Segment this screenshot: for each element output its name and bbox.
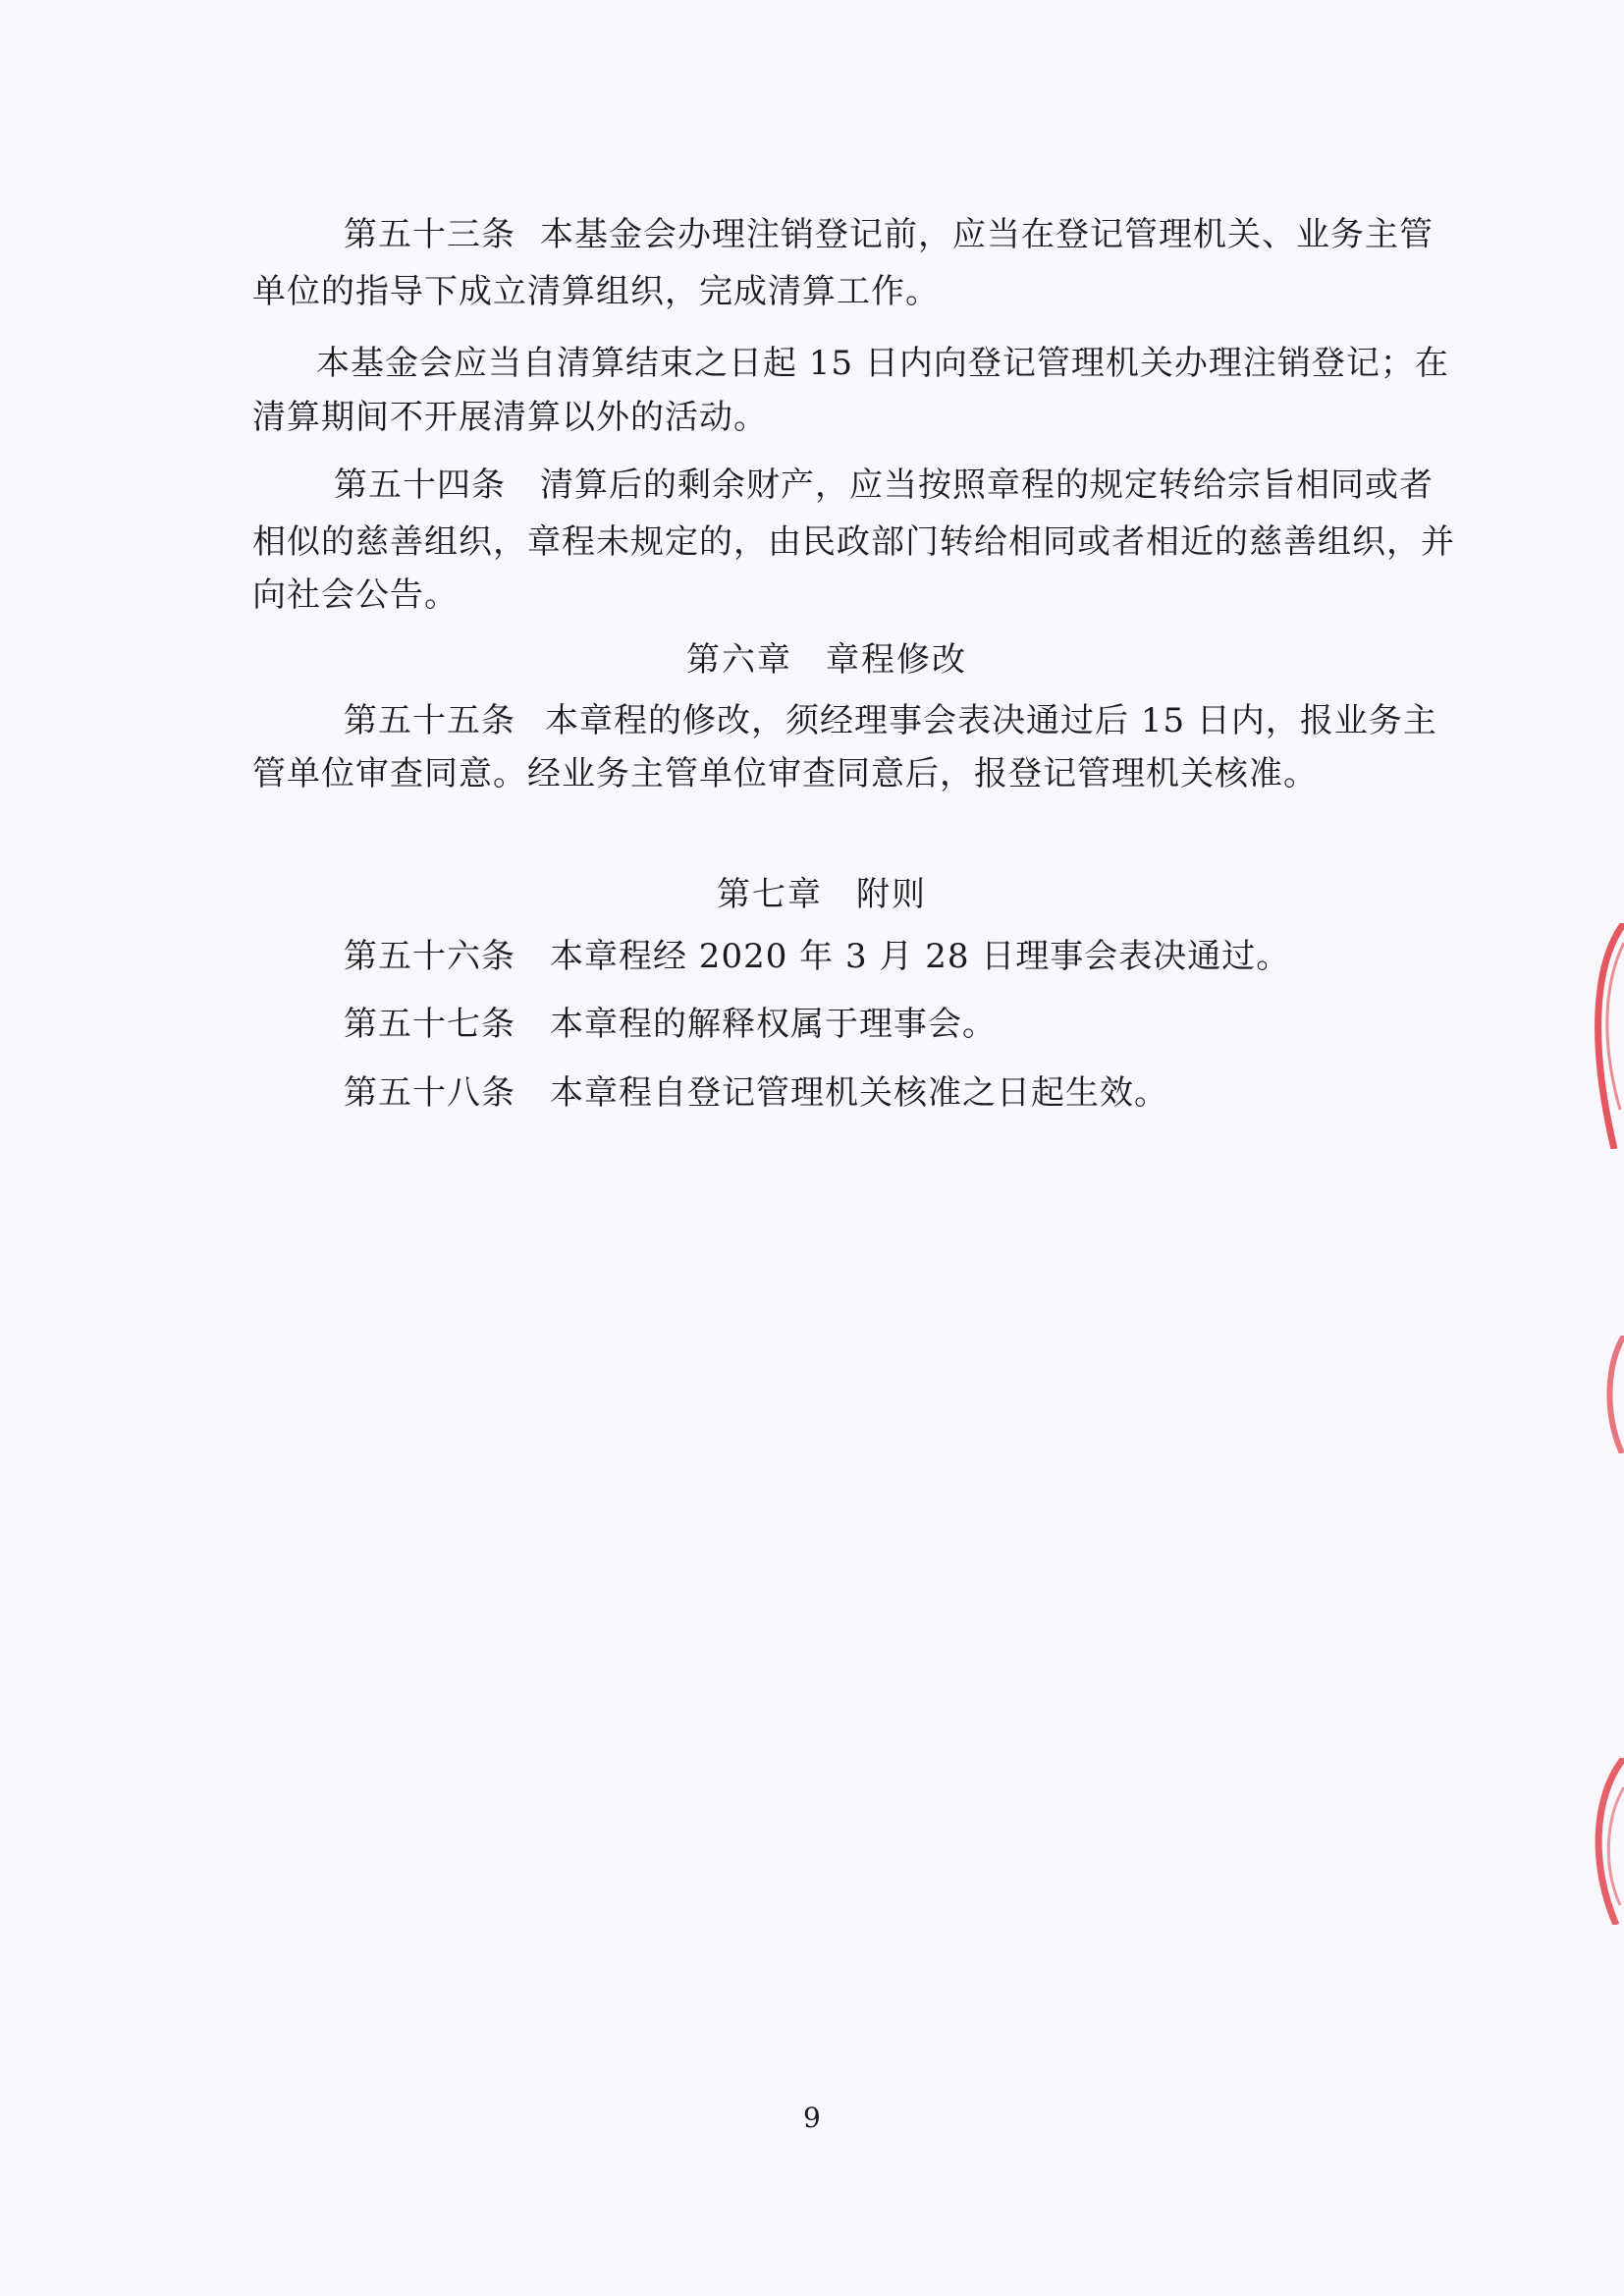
article-55-line-2: 管单位审查同意。经业务主管单位审查同意后，报登记管理机关核准。	[252, 754, 1318, 793]
article-56-label: 第五十六条	[344, 937, 515, 976]
chapter-6-title: 章程修改	[826, 640, 967, 680]
article-57-text: 本章程的解释权属于理事会。	[550, 1005, 997, 1044]
article-55-label: 第五十五条	[344, 701, 515, 740]
article-54-line-2: 相似的慈善组织，章程未规定的，由民政部门转给相同或者相近的慈善组织，并	[252, 522, 1455, 562]
article-53-text-1: 本基金会办理注销登记前，应当在登记管理机关、业务主管	[540, 215, 1434, 254]
article-53-line-2: 单位的指导下成立清算组织，完成清算工作。	[252, 272, 940, 311]
article-58-text: 本章程自登记管理机关核准之日起生效。	[550, 1073, 1168, 1113]
article-53-paragraph-2-line-1: 本基金会应当自清算结束之日起 15 日内向登记管理机关办理注销登记；在	[316, 344, 1449, 383]
article-57-label: 第五十七条	[344, 1005, 515, 1044]
article-54-line-1	[334, 464, 1434, 507]
chapter-6-heading	[686, 638, 967, 682]
chapter-7-heading	[717, 873, 927, 916]
chapter-6-number: 第六章	[686, 640, 792, 680]
seal-fragment-top	[1585, 923, 1624, 1149]
article-53-paragraph-2-line-2: 清算期间不开展清算以外的活动。	[252, 398, 768, 437]
article-55-text-1: 本章程的修改，须经理事会表决通过后 15 日内，报业务主	[545, 701, 1437, 740]
article-53-label: 第五十三条	[344, 215, 515, 254]
article-55-line-1	[344, 699, 1437, 742]
article-58-label: 第五十八条	[344, 1073, 515, 1113]
article-54-line-3: 向社会公告。	[252, 575, 459, 615]
chapter-7-number: 第七章	[717, 875, 823, 914]
article-54-text-1: 清算后的剩余财产，应当按照章程的规定转给宗旨相同或者	[540, 465, 1434, 505]
article-56-text: 本章程经 2020 年 3 月 28 日理事会表决通过。	[550, 937, 1291, 976]
article-56-line	[344, 935, 1290, 978]
seal-fragment-middle	[1595, 1336, 1624, 1453]
article-57-line	[344, 1003, 997, 1046]
chapter-7-title: 附则	[856, 875, 927, 914]
seal-fragment-bottom	[1585, 1758, 1624, 1925]
article-54-label: 第五十四条	[334, 465, 506, 505]
article-58-line	[344, 1071, 1168, 1115]
page-number: 9	[803, 2102, 821, 2134]
article-53-line-1	[344, 213, 1434, 256]
